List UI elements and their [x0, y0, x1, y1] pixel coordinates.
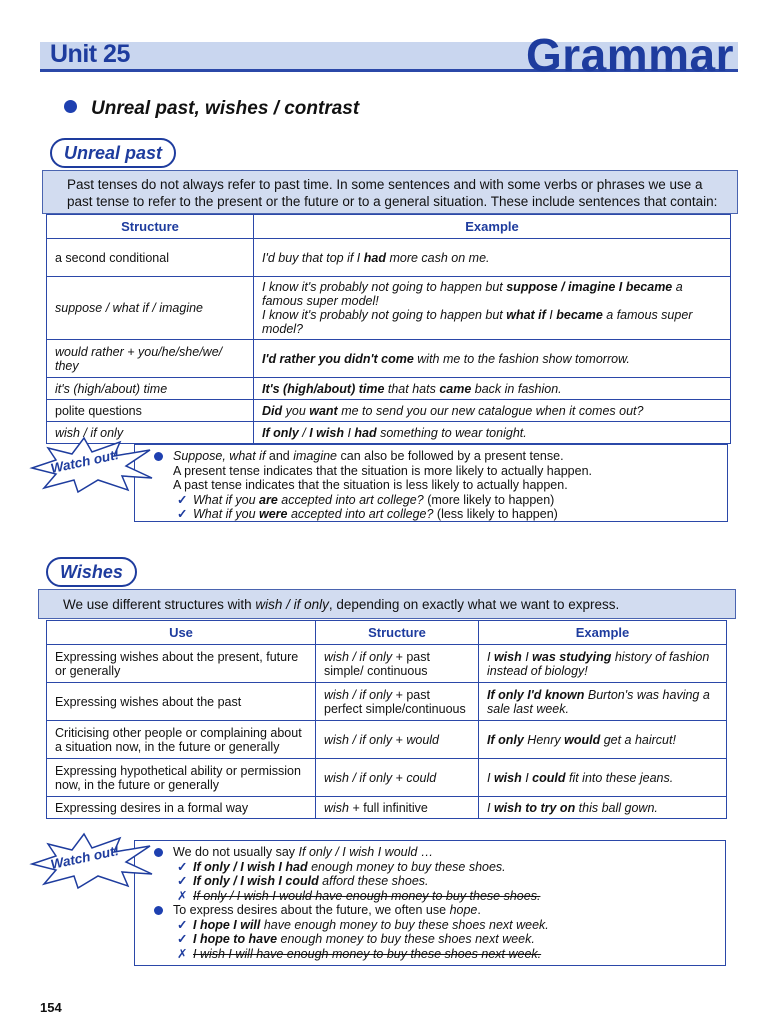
plain-text: a famous super model?: [262, 308, 693, 336]
intro-emphasis: wish / if only: [255, 597, 329, 612]
example-note: (less likely to happen): [433, 507, 558, 521]
example-cell: [479, 645, 727, 683]
table-header-row: [47, 621, 727, 645]
structure-cell: [316, 721, 479, 759]
emphasis-text: suppose / imagine I became: [506, 280, 673, 294]
plain-text: I: [343, 425, 355, 440]
use-cell: Criticising other people or complaining about a situation now, in the future or generally: [47, 721, 316, 759]
example-cell: [254, 277, 731, 340]
structure-cell: a second conditional: [47, 239, 254, 277]
correct-example: [173, 918, 715, 933]
structure-cell: [316, 759, 479, 797]
note-text: .: [477, 903, 481, 917]
example-bold: If only / I wish I had: [193, 859, 308, 874]
note-text: To express desires about the future, we often use: [173, 903, 450, 917]
plain-text: more cash on me.: [386, 250, 490, 265]
correct-example: [173, 860, 715, 875]
plain-text: get a haircut!: [600, 732, 676, 747]
plain-text: that hats: [384, 381, 440, 396]
emphasis-text: Did: [262, 403, 283, 418]
incorrect-example: ✗ If only / I wish I would have enough money to buy these shoes.: [173, 889, 715, 904]
incorrect-example: ✗ I wish I will have enough money to buy these shoes next week.: [173, 947, 715, 962]
table-row: [47, 797, 727, 819]
plain-text: +: [392, 732, 407, 747]
watch-out-note: [173, 449, 717, 464]
example-text: accepted into art college?: [287, 507, 434, 521]
emphasis-text: If only I'd known: [487, 687, 585, 702]
note-text: and: [265, 449, 294, 463]
plain-text: back in fashion.: [471, 381, 562, 396]
emphasis-text: became: [556, 308, 603, 322]
plain-text: me to send you our new catalogue when it comes out?: [337, 403, 644, 418]
topic-text: Unreal past, wishes / contrast: [91, 98, 360, 119]
emphasis-text: wish / if only: [324, 649, 393, 664]
unit-header: [40, 29, 738, 81]
example-note: (more likely to happen): [423, 492, 555, 507]
wishes-intro: [38, 589, 736, 619]
emphasis-text: could: [532, 770, 566, 785]
use-cell: Expressing wishes about the past: [47, 683, 316, 721]
note-emphasis: If only / I wish I would …: [298, 845, 434, 859]
note-text: can also be followed by a present tense.: [337, 449, 564, 463]
watch-out-note: [173, 845, 715, 860]
emphasis-text: had: [363, 250, 386, 265]
structure-cell: wish / if only: [47, 422, 254, 444]
emphasis-text: wish: [493, 770, 522, 785]
column-header-use: Use: [47, 621, 316, 645]
plain-text: I know it's probably not going to happen but: [262, 308, 507, 322]
plain-text: I: [521, 649, 533, 664]
watch-out-line: A present tense indicates that the situation is more likely to actually happen.: [173, 463, 592, 478]
plain-text: I: [521, 770, 533, 785]
example-text: have enough money to buy these shoes next week.: [260, 917, 549, 932]
table-row: [47, 378, 731, 400]
plain-text: + past simple/ continuous: [324, 649, 430, 678]
watch-out-label: Watch out!: [49, 842, 121, 873]
wishes-heading: Wishes: [46, 557, 137, 587]
example-bold: are: [259, 492, 278, 507]
table-row: [47, 759, 727, 797]
emphasis-text: could: [406, 770, 437, 785]
use-cell: Expressing hypothetical ability or permission now, in the future or generally: [47, 759, 316, 797]
correct-example: [173, 874, 715, 889]
emphasis-text: wish / if only: [324, 732, 393, 747]
emphasis-text: was studying: [532, 649, 612, 664]
watch-out-line: A past tense indicates that the situation is less likely to actually happen.: [173, 478, 568, 492]
emphasis-text: would: [406, 732, 440, 747]
emphasis-text: wish: [493, 649, 522, 664]
page-number: 154: [40, 1000, 62, 1015]
example-text: afford these shoes.: [318, 874, 429, 888]
emphasis-text: had: [354, 425, 377, 440]
example-bold: I hope to have: [193, 932, 278, 946]
structure-cell: [316, 645, 479, 683]
table-row: [47, 277, 731, 340]
note-emphasis: Suppose, what if: [173, 449, 266, 463]
example-text: enough money to buy these shoes.: [307, 859, 506, 874]
table-header-row: [47, 215, 731, 239]
structure-cell: would rather + you/he/she/we/ they: [47, 340, 254, 378]
plain-text: history of fashion instead of biology!: [487, 649, 710, 678]
emphasis-text: what if: [506, 308, 546, 322]
watch-out-note: [173, 903, 715, 918]
plain-text: Henry: [523, 732, 565, 747]
plain-text: I: [545, 308, 557, 322]
unreal-past-heading: Unreal past: [50, 138, 176, 168]
example-text: accepted into art college?: [277, 492, 424, 507]
example-cell: [254, 340, 731, 378]
plain-text: I: [487, 800, 494, 815]
wishes-table: [46, 620, 727, 819]
column-header-example: Example: [254, 215, 731, 239]
example-cell: [254, 378, 731, 400]
watch-out-label: Watch out!: [49, 446, 121, 477]
plain-text: fit into these jeans.: [565, 770, 674, 785]
plain-text: this ball gown.: [575, 800, 658, 815]
emphasis-text: would: [564, 732, 601, 747]
watch-out-badge: [26, 830, 156, 890]
example-cell: [254, 239, 731, 277]
plain-text: I: [487, 649, 494, 664]
emphasis-text: want: [309, 403, 338, 418]
emphasis-text: If only: [487, 732, 524, 747]
plain-text: I: [487, 770, 494, 785]
example-bold: were: [259, 507, 288, 521]
plain-text: I'd buy that top if I: [262, 250, 364, 265]
example-cell: [479, 683, 727, 721]
structure-cell: suppose / what if / imagine: [47, 277, 254, 340]
emphasis-text: I wish: [309, 425, 344, 440]
example-cell: [254, 422, 731, 444]
topic-heading: [64, 98, 359, 120]
structure-cell: it's (high/about) time: [47, 378, 254, 400]
plain-text: something to wear tonight.: [376, 425, 527, 440]
table-row: [47, 683, 727, 721]
column-header-example: Example: [479, 621, 727, 645]
plain-text: Burton's was having a sale last week.: [487, 687, 710, 716]
column-header-structure: Structure: [316, 621, 479, 645]
structure-cell: [316, 683, 479, 721]
note-text: We do not usually say: [173, 845, 299, 859]
correct-example: [173, 493, 717, 508]
plain-text: /: [298, 425, 310, 440]
plain-text: a famous super model!: [262, 280, 683, 308]
structure-cell: [316, 797, 479, 819]
structure-cell: polite questions: [47, 400, 254, 422]
watch-out-badge: [26, 434, 156, 494]
correct-example: [173, 932, 715, 947]
plain-text: I know it's probably not going to happen but: [262, 280, 507, 294]
emphasis-text: I'd rather you didn't come: [262, 351, 414, 366]
emphasis-text: wish: [324, 800, 350, 815]
use-cell: Expressing wishes about the present, future or generally: [47, 645, 316, 683]
example-text: What if you: [193, 507, 259, 521]
intro-text: , depending on exactly what we want to express.: [328, 597, 620, 612]
table-row: [47, 721, 727, 759]
emphasis-text: wish / if only: [324, 770, 393, 785]
watch-out-box-wishes: [134, 840, 726, 966]
example-bold: I hope I will: [193, 917, 261, 932]
column-header-structure: Structure: [47, 215, 254, 239]
plain-text: you: [282, 403, 310, 418]
unreal-past-table: [46, 214, 731, 444]
emphasis-text: wish to try on: [493, 800, 576, 815]
emphasis-text: If only: [262, 425, 299, 440]
example-cell: [254, 400, 731, 422]
example-cell: [479, 721, 727, 759]
example-text: What if you: [193, 492, 259, 507]
bullet-icon: [64, 100, 77, 113]
plain-text: +: [392, 770, 407, 785]
table-row: [47, 400, 731, 422]
intro-text: We use different structures with: [63, 597, 256, 612]
table-row: [47, 239, 731, 277]
plain-text: + full infinitive: [349, 800, 428, 815]
plain-text: with me to the fashion show tomorrow.: [413, 351, 630, 366]
emphasis-text: It's (high/about) time: [262, 381, 385, 396]
example-bold: If only / I wish I could: [193, 874, 319, 888]
plain-text: + past perfect simple/continuous: [324, 687, 466, 716]
unreal-past-intro: Past tenses do not always refer to past time. In some sentences and with some verbs or phrases we use a past tense to refer to the present or the future or to a general situation. These include sentences that contain:: [42, 170, 738, 214]
emphasis-text: came: [439, 381, 472, 396]
emphasis-text: wish / if only: [324, 687, 393, 702]
section-title: Grammar: [525, 29, 734, 81]
example-text: enough money to buy these shoes next week.: [277, 932, 535, 946]
use-cell: Expressing desires in a formal way: [47, 797, 316, 819]
example-cell: [479, 759, 727, 797]
unit-number: Unit 25: [50, 40, 130, 68]
note-emphasis: imagine: [293, 449, 338, 463]
correct-example: [173, 507, 717, 522]
table-row: [47, 340, 731, 378]
table-row: [47, 645, 727, 683]
watch-out-box-unreal: [134, 444, 728, 522]
example-cell: [479, 797, 727, 819]
note-emphasis: hope: [449, 903, 478, 917]
